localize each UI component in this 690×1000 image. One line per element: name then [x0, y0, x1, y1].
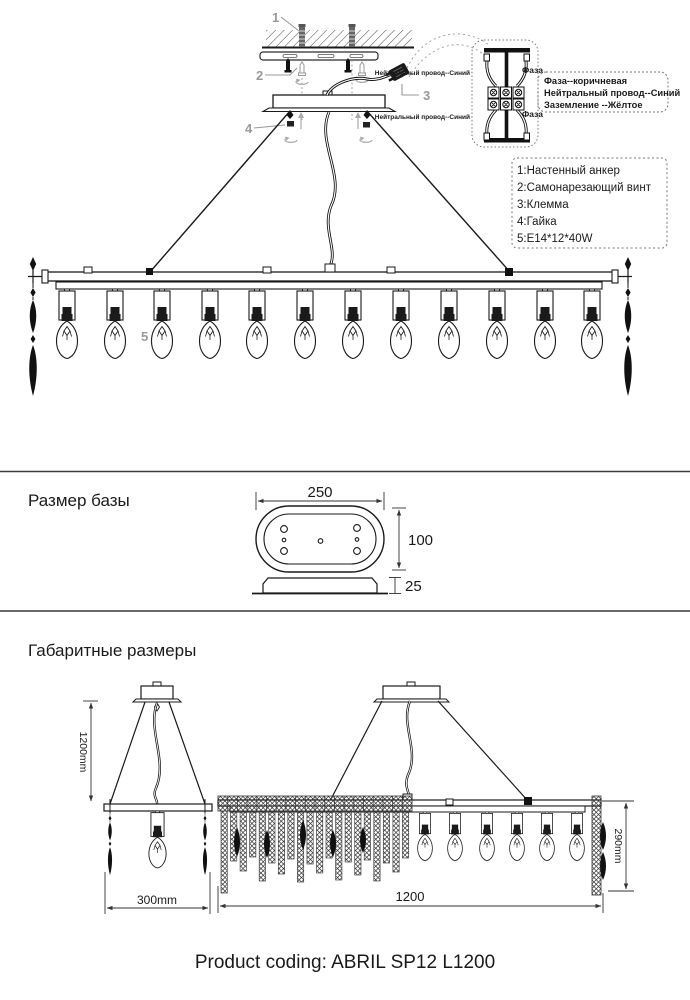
candle-bulb [582, 289, 603, 359]
legend-phase-color: Фаза--коричневая [544, 76, 628, 86]
dim-base-thickness [389, 578, 422, 596]
callout-1: 1 [272, 10, 280, 25]
legend-neutral-color: Нейтральный провод--Синий [544, 88, 681, 98]
neutral-wire-label-bottom: Нейтральный провод--Синий [374, 114, 470, 121]
candle-bulb [247, 289, 268, 359]
part-4-nut: 4:Гайка [517, 216, 557, 228]
candle-bulb [105, 289, 126, 359]
up-arrow-icon [298, 112, 304, 129]
ceiling [262, 30, 414, 48]
candle-bulb [448, 812, 463, 861]
product-coding-text: Product coding: ABRIL SP12 L1200 [194, 952, 496, 973]
part-1-wall-anchor: 1:Настенный анкер [517, 165, 620, 177]
phase-label-bottom: Фаза [522, 109, 543, 119]
callout-4-leader [254, 125, 285, 128]
callout-2: 2 [256, 68, 264, 83]
dim-250-label: 250 [307, 484, 333, 501]
candle-bulb [152, 289, 173, 359]
callout-3-leader [402, 84, 419, 95]
chandelier-bar [28, 264, 632, 289]
end-crystal-strip [592, 796, 606, 895]
candle-bulb [570, 812, 585, 861]
crystal-pendant-chain [624, 283, 632, 396]
part-3-terminal: 3:Клемма [517, 199, 569, 211]
candle-bulb [57, 289, 78, 359]
crystal-pendant-chain [203, 813, 207, 875]
wire-clamp [524, 797, 532, 805]
cord-connector [325, 264, 335, 272]
callout-4: 4 [245, 121, 253, 136]
candle-bulb [480, 812, 495, 861]
dim-300mm-label: 300mm [136, 893, 178, 907]
dim-25-label: 25 [405, 578, 422, 595]
wire-clamp [146, 268, 153, 275]
base-side-view [252, 578, 388, 594]
crystal-curtain [218, 796, 412, 893]
rotate-arrow-icon [285, 137, 297, 143]
neutral-wire-label-top: Нейтральный провод--Синий [374, 70, 470, 77]
anchor-bolt [299, 24, 306, 47]
wire-clamp [505, 268, 513, 276]
candle-bulb [200, 289, 221, 359]
power-cord [327, 74, 392, 95]
self-tapping-screw-gray [359, 62, 366, 76]
candle-bulb [439, 289, 460, 359]
part-5-lamp-spec: 5:E14*12*40W [517, 233, 593, 245]
candle-bulb [535, 289, 556, 359]
candle-bulb [540, 812, 555, 861]
candle-bulb [149, 811, 166, 868]
candle-bulb [343, 289, 364, 359]
candle-bulb [391, 289, 412, 359]
dim-1200mm-label: 1200mm [77, 731, 89, 773]
crystal-pendant-chain [108, 813, 112, 875]
candle-bulb [510, 812, 525, 861]
dim-length [218, 886, 603, 913]
dim-side-width [105, 872, 210, 914]
candle-bulb [418, 812, 433, 861]
end-finial [625, 257, 631, 271]
base-size-title: Размер базы [28, 491, 130, 510]
anchor-bolt [349, 24, 356, 47]
parts-legend [512, 158, 667, 248]
dim-base-height [392, 508, 433, 570]
dim-100-label: 100 [408, 532, 434, 549]
self-tapping-screw-gray [299, 62, 306, 76]
wiring-diagram [375, 34, 543, 147]
end-finial [30, 257, 36, 271]
overall-size-title: Габаритные размеры [28, 641, 197, 660]
terminal-block [488, 87, 524, 110]
dim-290mm-label: 290mm [612, 828, 624, 864]
callout-1-leader [281, 17, 299, 31]
bulb-row [57, 289, 603, 359]
wire-color-legend [538, 72, 680, 112]
candle-bulb [295, 289, 316, 359]
mounting-plate [260, 52, 378, 60]
wiring-leader-arc [407, 34, 489, 68]
callout-2-leader [265, 68, 297, 75]
legend-ground-color: Заземление --Жёлтое [544, 100, 643, 110]
candle-bulb [487, 289, 508, 359]
callout-5: 5 [141, 329, 149, 344]
dim-drop-height [77, 701, 98, 801]
suspension-wire-left [150, 111, 290, 272]
phase-label-top: Фаза [522, 65, 543, 75]
dim-body-height [602, 801, 634, 891]
side-view-drawing [104, 682, 212, 875]
base-top-view [256, 506, 384, 572]
up-arrow-icon [355, 112, 361, 129]
rotate-arrow-icon [360, 137, 372, 143]
central-cord [326, 112, 336, 266]
ceiling-hatch [266, 30, 412, 47]
crystal-pendant-chain [29, 283, 37, 396]
callout-3: 3 [423, 88, 431, 103]
part-2-self-tapping-screw: 2:Самонарезающий винт [517, 182, 651, 194]
dim-1200-label: 1200 [395, 889, 425, 904]
front-view-drawing [218, 682, 606, 895]
